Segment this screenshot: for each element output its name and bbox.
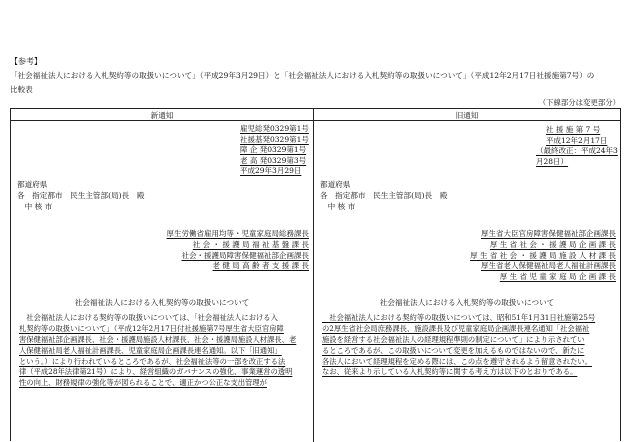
- new-notice-column: [11, 122, 313, 442]
- sender-line: 厚生労働省雇用均等・児童家庭局総務課長: [166, 229, 309, 238]
- sender-line: 厚 生 省 児 童 家 庭 局 企 画 課 長: [499, 272, 616, 282]
- sender-line: 厚生省老人保健福祉局老人福祉計画課長: [481, 261, 616, 271]
- new-number-line: 社援基発0329第1号: [240, 134, 309, 144]
- new-addressees: [17, 179, 144, 212]
- body-line: 性の向上、財務規律の強化等が図られることで、適正かつ公正な支出管理が: [19, 378, 267, 388]
- old-senders: [470, 229, 616, 283]
- change-note: （下線部分は変更部分）: [538, 98, 620, 107]
- body-line: 施設を経営する社会福祉法人の経理規程準則の制定について」により示されてい: [322, 334, 585, 344]
- sender-line: 老 健 局 高 齢 者 支 援 課 長: [212, 261, 309, 271]
- header-old-notice: 旧通知: [455, 111, 479, 120]
- old-addressees: [320, 179, 447, 212]
- old-document-numbers: [536, 125, 620, 166]
- sender-line: 厚 生 省 社 会 ・ 援 護 局 施 設 人 材 課 長: [470, 250, 616, 260]
- new-number-line: 老 高 発0329第3号: [240, 155, 307, 165]
- addressee-line: 各 指定都市 民生主管部(局)長 殿: [17, 191, 145, 200]
- header-new-notice: 新通知: [150, 111, 174, 120]
- addressee-line: 中 核 市: [320, 202, 356, 211]
- new-document-title: 社会福祉法人における入札契約等の取扱いについて: [74, 298, 250, 307]
- old-body-text: [322, 313, 595, 378]
- old-revision-note: （最終改正：平成24年3月28日）: [536, 146, 618, 166]
- reference-label: 【参考】: [10, 57, 42, 66]
- body-line: 各法人において経理規程を定める際には、この点を遵守されるよう留意されたい。: [322, 356, 592, 366]
- old-number-line: 社 援 施 第 7 号: [546, 125, 601, 134]
- page-title: 「社会福祉法人における入札契約等の取扱いについて」（平成29年3月29日）と「社会福祉法人における入札契約等の取扱いについて」（平成12年2月17日社援施第7号）の: [10, 71, 595, 80]
- new-number-line: 障 企 発0329第1号: [240, 145, 307, 155]
- new-body-text: [19, 313, 296, 389]
- new-date: 平成29年3月29日: [240, 166, 302, 176]
- body-line: 札契約等の取扱いについて」（平成12年2月17日付社援施第7号厚生省大臣官房障: [19, 323, 284, 333]
- sender-line: 社 会 ・ 援 護 局 福 祉 基 盤 課 長: [192, 239, 309, 249]
- sender-line: 厚 生 省 社 会 ・ 援 護 局 企 画 課 長: [489, 239, 616, 249]
- addressee-line: 都道府県: [320, 180, 351, 189]
- body-line: 人保健福祉局老人福祉計画課長、児童家庭局企画課長連名通知。以下「旧通知」: [19, 345, 282, 355]
- sender-line: 厚生省大臣官房障害保健福祉部企画課長: [481, 229, 616, 238]
- old-document-title: 社会福祉法人における入札契約等の取扱いについて: [379, 298, 555, 307]
- new-number-line: 雇児総発0329第1号: [240, 124, 309, 133]
- comparison-table: [10, 108, 621, 441]
- body-line: るところであるが、この取扱いについて変更を加えるものではないので、新たに: [322, 345, 585, 355]
- old-notice-column: [314, 122, 620, 442]
- body-line: の2厚生省社会局庶務課長、施設課長及び児童家庭局企画課長連名通知「社会福祉: [322, 323, 590, 333]
- addressee-line: 各 指定都市 民生主管部(局)長 殿: [320, 191, 448, 200]
- sender-line: 社会・援護局障害保健福祉部企画課長: [181, 250, 309, 260]
- table-header-row: [11, 109, 620, 121]
- body-line: 害保健福祉部企画課長、社会・援護局施設人材課長、社会・援護局施設人材課長、老: [19, 334, 297, 344]
- addressee-line: 中 核 市: [17, 202, 53, 211]
- new-senders: [167, 229, 310, 272]
- new-document-numbers: [240, 124, 309, 177]
- page-title-suffix: 比較表: [10, 85, 33, 94]
- body-line: 律（平成28年法律第21号）により、経営組織のガバナンスの強化、事業運営の透明: [19, 367, 293, 377]
- old-date: 平成12年2月17日: [546, 135, 608, 145]
- body-line: 社会福祉法人における契約等の取扱いについては、「社会福祉法人における入: [19, 313, 278, 322]
- body-line: という。）により行われているところであるが、社会福祉法等の一部を改正する法: [19, 356, 286, 366]
- body-line: なお、従来より示している入札契約等に関する考え方は以下のとおりである。: [322, 367, 578, 377]
- addressee-line: 都道府県: [17, 180, 48, 189]
- body-line: 社会福祉法人における契約等の取扱いについては、昭和51年1月31日社施第25号: [322, 313, 596, 322]
